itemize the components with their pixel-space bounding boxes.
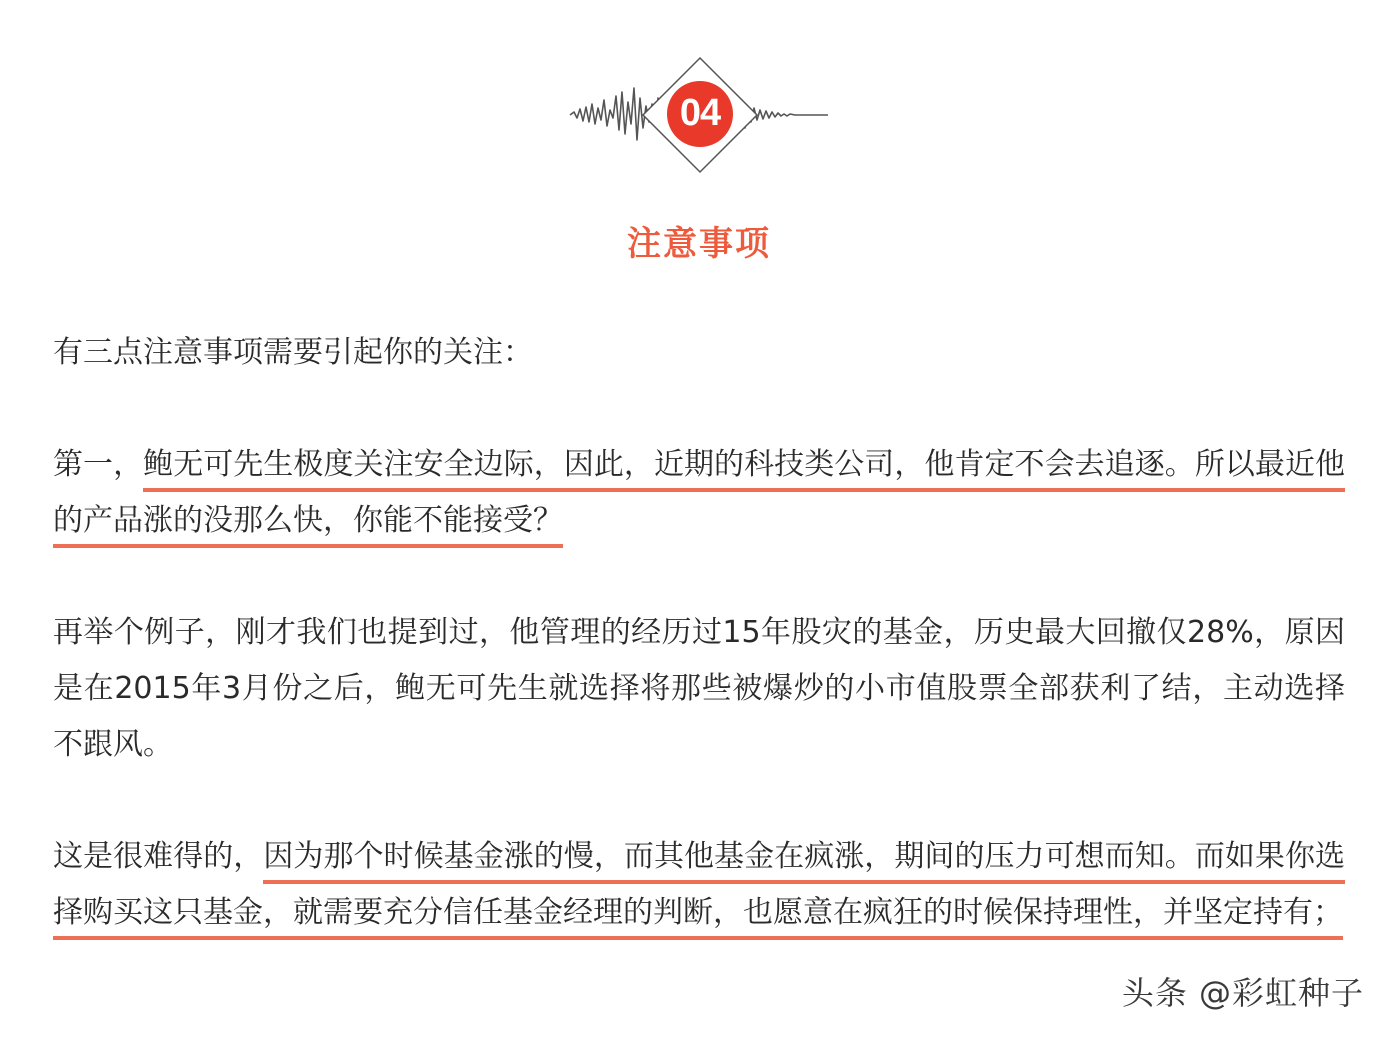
conclusion-paragraph xyxy=(53,829,1345,941)
point-one-paragraph xyxy=(53,437,1345,549)
intro-paragraph: 有三点注意事项需要引起你的关注： xyxy=(53,335,533,370)
author-watermark: 头条 @彩虹种子 xyxy=(1121,974,1364,1012)
section-title: 注意事项 xyxy=(627,224,771,264)
section-number-badge xyxy=(560,52,840,177)
conclusion-highlight: 因为那个时候基金涨的慢，而其他基金在疯涨，期间的压力可想而知。而如果你选择购买这只基金，就需要充分信任基金经理的判断，也愿意在疯狂的时候保持理性，并坚定持有； xyxy=(53,839,1345,940)
point-one-highlight: 鲍无可先生极度关注安全边际，因此，近期的科技类公司，他肯定不会去追逐。所以最近他的产品涨的没那么快，你能不能接受？ xyxy=(53,447,1345,548)
conclusion-prefix: 这是很难得的， xyxy=(53,839,264,874)
point-one-prefix: 第一， xyxy=(53,447,144,482)
section-number: 04 xyxy=(679,91,721,134)
example-paragraph: 再举个例子，刚才我们也提到过，他管理的经历过15年股灾的基金，历史最大回撤仅28%，原因是在2015年3月份之后，鲍无可先生就选择将那些被爆炒的小市值股票全部获利了结，主动选择不跟风。 xyxy=(53,615,1345,762)
